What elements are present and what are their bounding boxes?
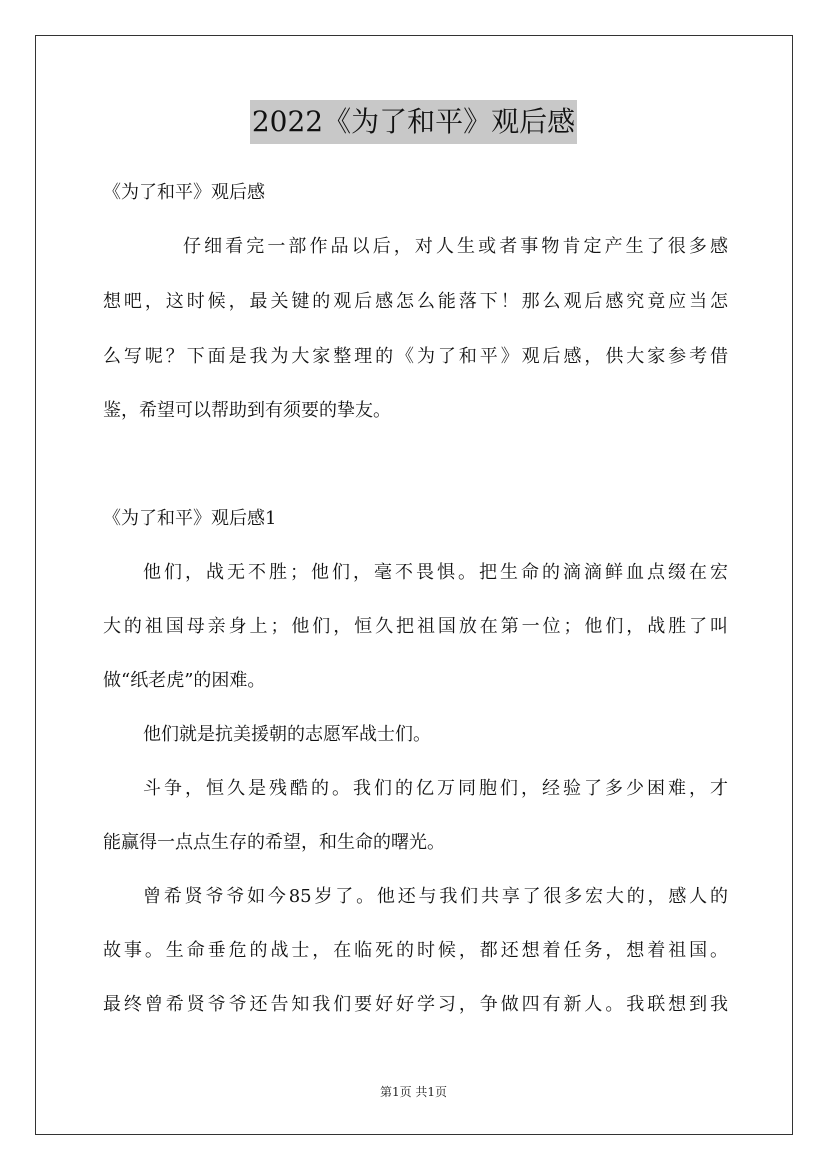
intro-line-2: 想吧，这时候，最关键的观后感怎么能落下！那么观后感究竟应当怎 <box>103 291 728 312</box>
body-line-9: 最终曾希贤爷爷还告知我们要好好学习，争做四有新人。我联想到我 <box>103 994 728 1015</box>
document-subtitle: 《为了和平》观后感 <box>103 182 265 203</box>
intro-line-3: 么写呢？下面是我为大家整理的《为了和平》观后感，供大家参考借 <box>103 346 728 367</box>
intro-line-1: 仔细看完一部作品以后，对人生或者事物肯定产生了很多感 <box>183 236 728 257</box>
body-line-8: 故事。生命垂危的战士，在临死的时候，都还想着任务，想着祖国。 <box>103 940 728 961</box>
intro-line-4: 鉴，希望可以帮助到有须要的挚友。 <box>103 400 391 421</box>
body-line-6: 能赢得一点点生存的希望，和生命的曙光。 <box>103 832 445 853</box>
body-line-7: 曾希贤爷爷如今85岁了。他还与我们共享了很多宏大的，感人的 <box>143 886 728 907</box>
page-footer: 第1页 共1页 <box>379 1085 448 1099</box>
body-line-1: 他们，战无不胜；他们，毫不畏惧。把生命的滴滴鲜血点缀在宏 <box>143 562 728 583</box>
document-title: 2022《为了和平》观后感 <box>250 100 577 144</box>
body-line-2: 大的祖国母亲身上；他们，恒久把祖国放在第一位；他们，战胜了叫 <box>103 616 728 637</box>
section-heading: 《为了和平》观后感1 <box>103 508 277 529</box>
body-line-4: 他们就是抗美援朝的志愿军战士们。 <box>143 724 431 745</box>
title-container <box>0 100 827 144</box>
body-line-5: 斗争，恒久是残酷的。我们的亿万同胞们，经验了多少困难，才 <box>143 778 728 799</box>
body-line-3: 做“纸老虎”的困难。 <box>103 670 266 691</box>
